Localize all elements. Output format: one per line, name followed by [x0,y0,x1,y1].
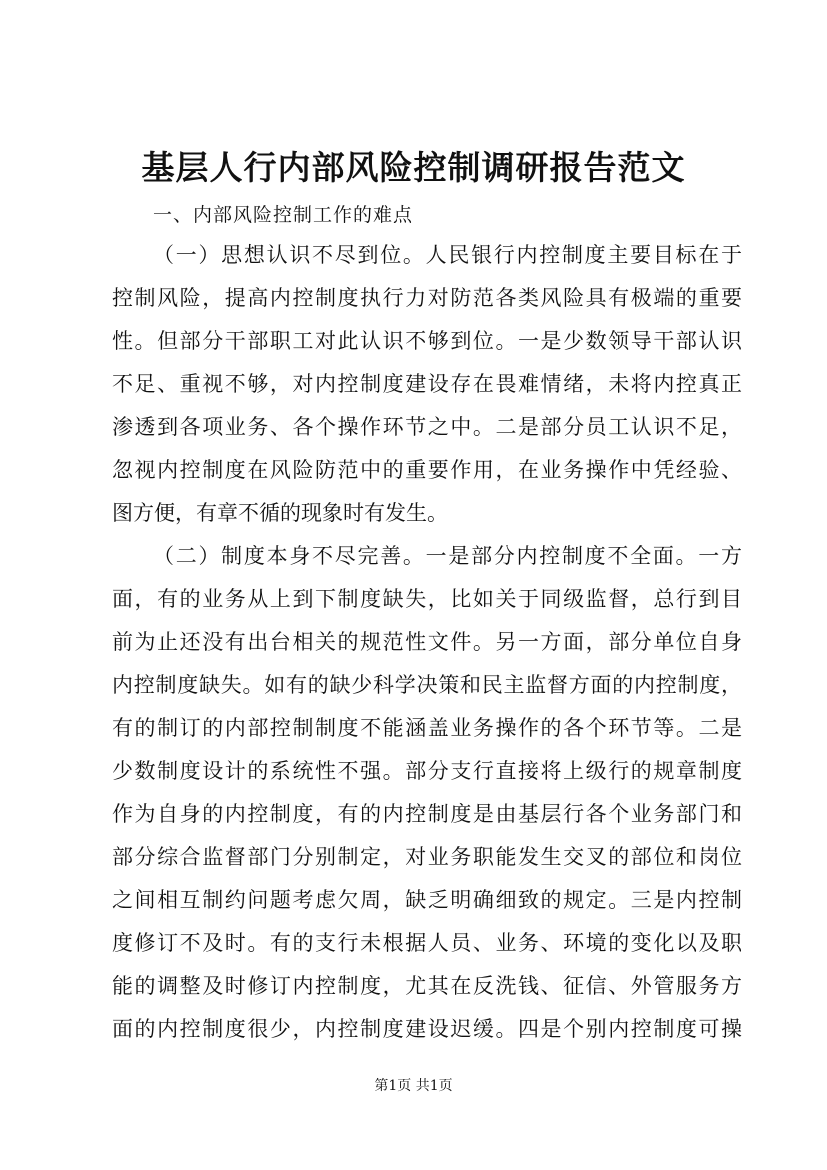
paragraph-line: 有的制订的内部控制制度不能涵盖业务操作的各个环节等。二是 [112,716,742,740]
paragraph-line: 内控制度缺失。如有的缺少科学决策和民主监督方面的内控制度， [112,673,742,697]
paragraph-line: 面，有的业务从上到下制度缺失，比如关于同级监督，总行到目 [112,587,742,611]
section-heading: 一、内部风险控制工作的难点 [153,204,414,226]
paragraph-line: （二）制度本身不尽完善。一是部分内控制度不全面。一方 [153,544,742,568]
paragraph-line: 性。但部分干部职工对此认识不够到位。一是少数领导干部认识 [112,329,742,353]
paragraph-line: 能的调整及时修订内控制度，尤其在反洗钱、征信、外管服务方 [112,974,742,998]
paragraph-line: 面的内控制度很少，内控制度建设迟缓。四是个别内控制度可操 [112,1017,742,1041]
paragraph-line: 忽视内控制度在风险防范中的重要作用，在业务操作中凭经验、 [112,458,742,482]
paragraph-line: 少数制度设计的系统性不强。部分支行直接将上级行的规章制度 [112,759,742,783]
paragraph-line: 之间相互制约问题考虑欠周，缺乏明确细致的规定。三是内控制 [112,888,742,912]
paragraph-line: 度修订不及时。有的支行未根据人员、业务、环境的变化以及职 [112,931,742,955]
paragraph-line: （一）思想认识不尽到位。人民银行内控制度主要目标在于 [153,243,742,267]
paragraph-line: 不足、重视不够，对内控制度建设存在畏难情绪，未将内控真正 [112,372,742,396]
paragraph-line: 图方便，有章不循的现象时有发生。 [112,501,448,525]
paragraph-line: 控制风险，提高内控制度执行力对防范各类风险具有极端的重要 [112,286,742,310]
document-title: 基层人行内部风险控制调研报告范文 [141,148,686,187]
paragraph-line: 前为止还没有出台相关的规范性文件。另一方面，部分单位自身 [112,630,742,654]
paragraph-line: 渗透到各项业务、各个操作环节之中。二是部分员工认识不足， [112,415,742,439]
paragraph-line: 部分综合监督部门分别制定，对业务职能发生交叉的部位和岗位 [112,845,742,869]
page-number: 第1页 共1页 [374,1078,453,1094]
paragraph-line: 作为自身的内控制度，有的内控制度是由基层行各个业务部门和 [112,802,742,826]
